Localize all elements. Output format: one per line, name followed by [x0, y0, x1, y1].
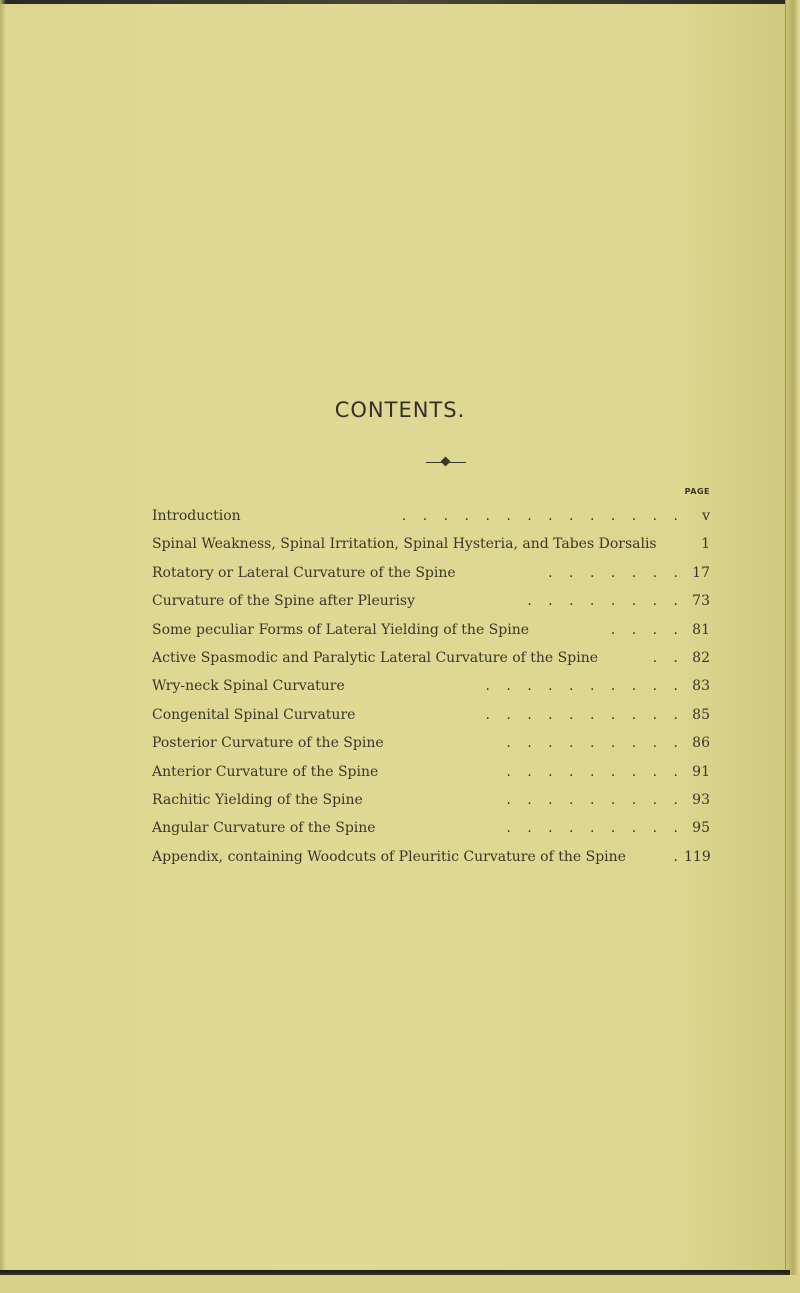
toc-entry-title: Some peculiar Forms of Lateral Yielding of the Spine [152, 621, 530, 638]
toc-entry [152, 530, 710, 558]
toc-entry-page: 95 [692, 820, 710, 837]
toc-entry-page: 17 [692, 564, 710, 581]
toc-entry [152, 616, 710, 644]
toc-entry-title: Introduction [152, 508, 241, 524]
toc-entry-leader: . [673, 848, 684, 865]
toc-entry-page: 81 [692, 621, 710, 638]
toc-entry-title: Wry-neck Spinal Curvature [152, 678, 345, 695]
toc-entry-title: Anterior Curvature of the Spine [152, 763, 379, 780]
toc-entry [152, 843, 710, 871]
toc-entry-page: 83 [692, 678, 710, 695]
toc-entry [152, 758, 710, 786]
toc-entry [152, 786, 710, 814]
page-left-shadow [0, 0, 6, 1293]
toc-entry [152, 644, 710, 672]
toc-entry [152, 559, 710, 587]
page-title: CONTENTS. [334, 398, 466, 422]
toc-entry-title: Congenital Spinal Curvature [152, 706, 356, 723]
toc-entry-title: Rotatory or Lateral Curvature of the Spine [152, 564, 456, 581]
toc-entry-leader: . . . . [610, 621, 684, 638]
toc-entry-page: 85 [692, 706, 710, 723]
toc-entry-title: Spinal Weakness, Spinal Irritation, Spinal Hysteria, and Tabes Dorsalis [152, 536, 657, 553]
toc-entry-leader: . . . . . . . . [527, 593, 684, 610]
toc-entry-page: 1 [701, 536, 710, 553]
toc-entry-leader: . . . . . . . . . . [485, 678, 684, 695]
page-column-header: PAGE [684, 487, 710, 496]
page-right-edge [785, 0, 800, 1293]
toc-entry-title: Angular Curvature of the Spine [152, 820, 376, 837]
toc-entry-page: 119 [684, 848, 711, 865]
toc-entry [152, 814, 710, 842]
divider-diamond-icon [441, 457, 451, 467]
page-top-edge [0, 0, 800, 4]
toc-entry-leader: . . [652, 649, 684, 666]
toc-entry-leader: . . . . . . . . . [506, 791, 684, 808]
page-bottom-edge [0, 1275, 800, 1293]
toc-entry [152, 672, 710, 700]
toc-entry-page: 93 [692, 791, 710, 808]
table-of-contents [152, 502, 710, 871]
toc-entry-leader: . . . . . . . . . [506, 763, 684, 780]
toc-entry [152, 701, 710, 729]
toc-entry-page: 82 [692, 649, 710, 666]
toc-entry [152, 502, 710, 530]
toc-entry-leader: . . . . . . . . . . . . . . [401, 508, 684, 524]
toc-entry-leader: . . . . . . . . . . [485, 706, 684, 723]
toc-entry-page: 86 [692, 735, 710, 752]
toc-entry [152, 587, 710, 615]
toc-entry-leader: . . . . . . . . . [506, 735, 684, 752]
toc-entry [152, 729, 710, 757]
toc-entry-page: 73 [692, 593, 710, 610]
toc-entry-title: Active Spasmodic and Paralytic Lateral Curvature of the Spine [152, 649, 598, 666]
toc-entry-title: Rachitic Yielding of the Spine [152, 791, 363, 808]
toc-entry-title: Appendix, containing Woodcuts of Pleuritic Curvature of the Spine [152, 848, 626, 865]
toc-entry-title: Curvature of the Spine after Pleurisy [152, 593, 416, 610]
toc-entry-leader: . . . . . . . . . [506, 820, 684, 837]
toc-entry-leader: . . . . . . . [548, 564, 684, 581]
toc-entry-page: 91 [692, 763, 710, 780]
toc-entry-page: v [702, 508, 710, 524]
toc-entry-title: Posterior Curvature of the Spine [152, 735, 384, 752]
